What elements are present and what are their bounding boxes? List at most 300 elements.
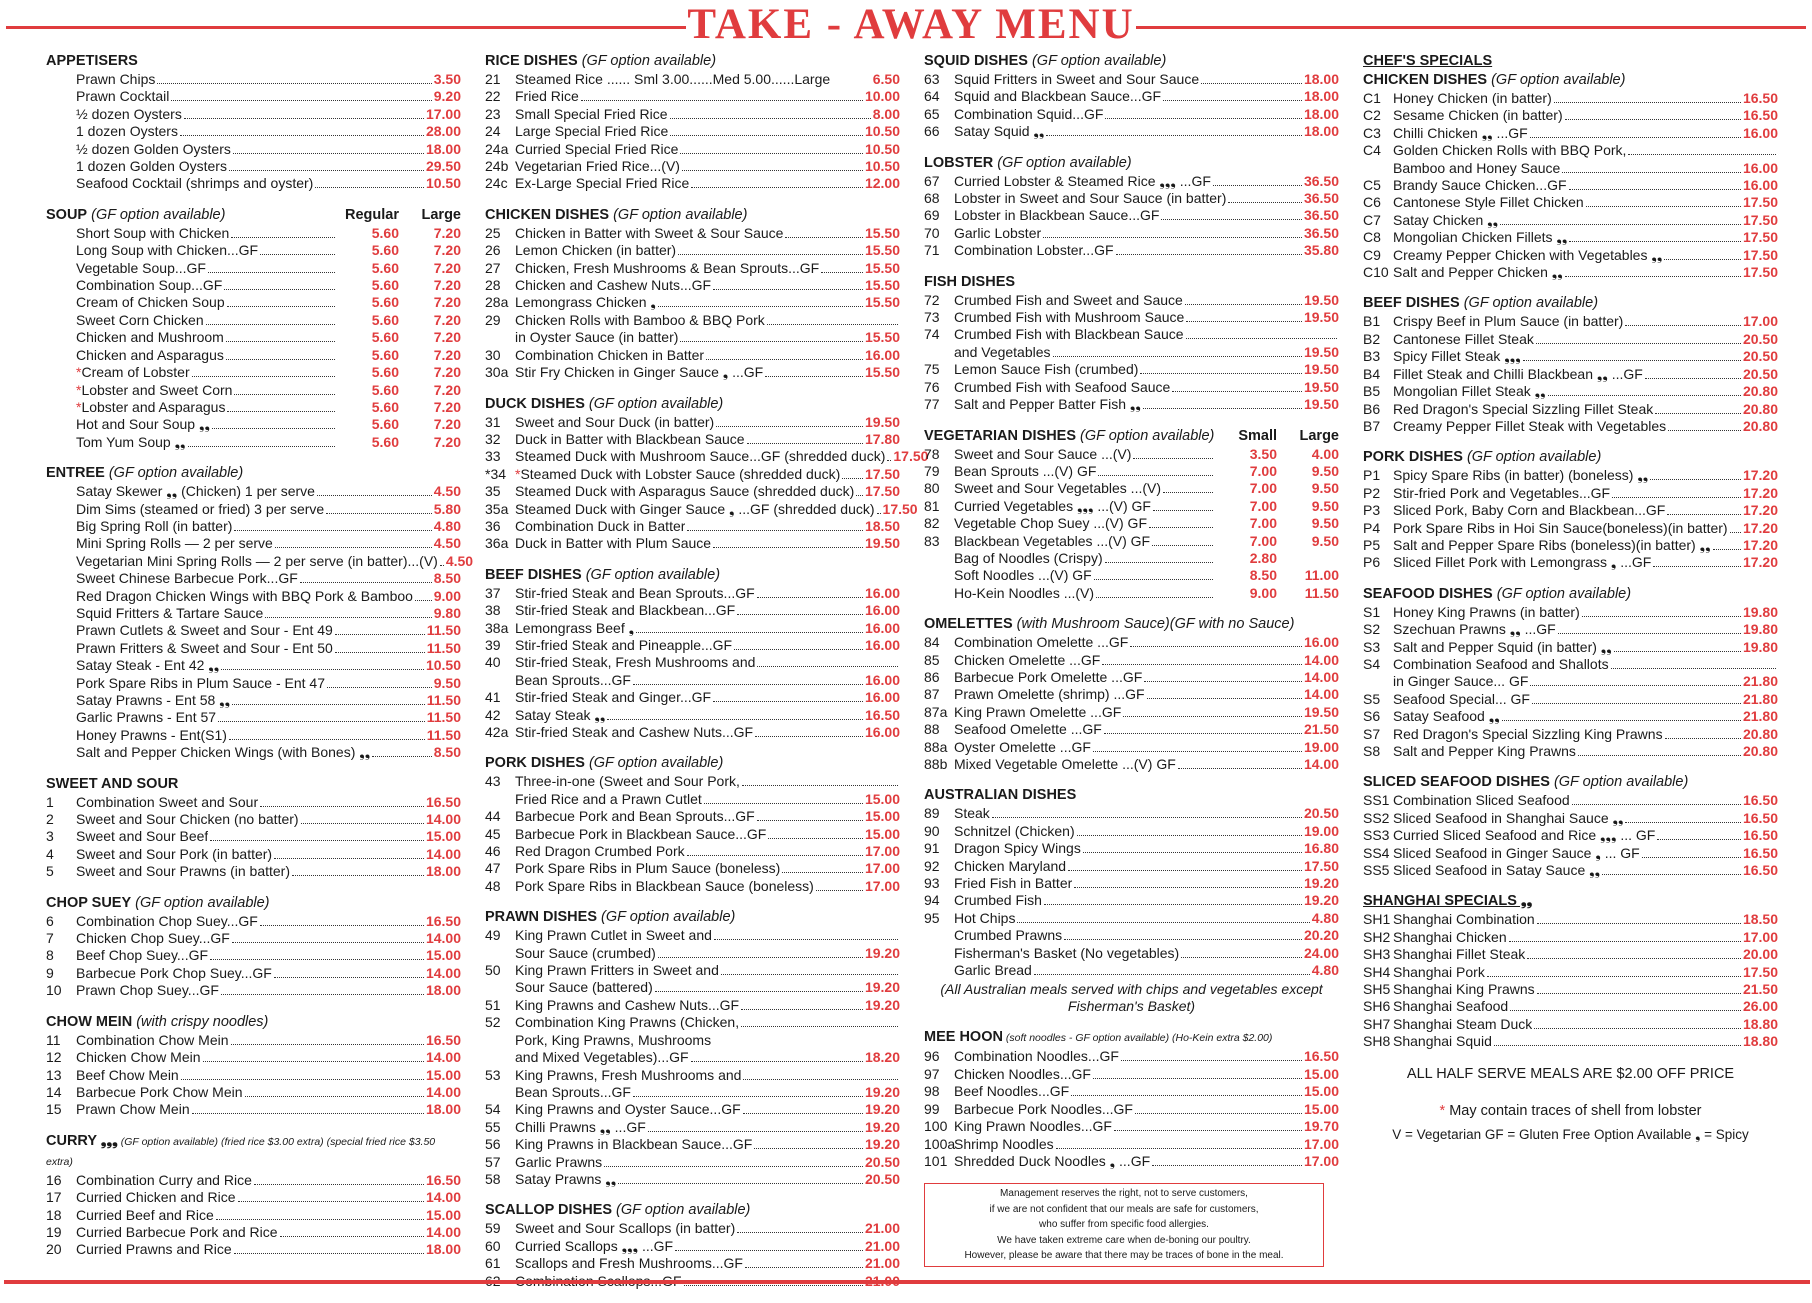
item-number: 35 xyxy=(485,483,501,500)
section-title: SHANGHAI SPECIALS ❟❟ xyxy=(1363,893,1533,910)
menu-section xyxy=(1363,294,1778,435)
menu-section xyxy=(1363,585,1778,761)
section-title: SOUP xyxy=(46,206,88,223)
item-price: 17.20 xyxy=(1742,502,1778,519)
menu-item xyxy=(46,965,461,982)
item-number: C2 xyxy=(1363,107,1381,124)
item-price: 9.80 xyxy=(433,604,461,621)
dot-leader xyxy=(327,687,432,688)
item-name: Combination Duck in Batter xyxy=(515,517,686,534)
item-name: Curried Lobster & Steamed Rice ❟❟❟ ...GF xyxy=(954,172,1211,189)
item-name: King Prawn Cutlet in Sweet and xyxy=(515,927,712,944)
item-number: 91 xyxy=(924,840,940,857)
menu-item xyxy=(485,518,900,535)
item-price: 17.00 xyxy=(425,105,461,122)
section-title: CHICKEN DISHES xyxy=(485,206,610,223)
menu-section xyxy=(1363,773,1778,879)
item-number: 70 xyxy=(924,224,940,241)
item-price: 21.80 xyxy=(1742,673,1778,690)
item-name: Pork Spare Ribs in Plum Sauce - Ent 47 xyxy=(76,674,326,691)
item-number: B7 xyxy=(1363,417,1381,434)
menu-item xyxy=(1363,520,1778,537)
item-price: 11.50 xyxy=(426,622,461,639)
item-name: Curried Vegetables ❟❟❟ ...(V) GF xyxy=(954,497,1151,514)
menu-item-continued xyxy=(485,1084,900,1101)
item-name: Seafood Special... GF xyxy=(1393,690,1530,707)
section-subtitle: (GF option available) xyxy=(87,206,226,223)
item-price: 17.50 xyxy=(1303,857,1339,874)
allergen-star: * xyxy=(1439,1102,1446,1119)
item-name: Satay Squid ❟❟ xyxy=(954,123,1045,140)
item-price: 17.50 xyxy=(1742,246,1778,263)
menu-item xyxy=(1363,229,1778,246)
item-price: 17.50 xyxy=(1742,229,1778,246)
dot-leader xyxy=(1534,1028,1741,1029)
dot-leader xyxy=(335,634,425,635)
dot-leader xyxy=(1123,716,1302,717)
section-heading xyxy=(924,1028,1339,1048)
dot-leader xyxy=(1044,904,1302,905)
dot-leader xyxy=(1104,733,1302,734)
item-price xyxy=(1215,498,1339,515)
item-price: 20.50 xyxy=(1303,805,1339,822)
menu-section xyxy=(924,273,1339,414)
notice-line: if we are not confident that our meals are safe for customers, xyxy=(989,1203,1259,1215)
dot-leader xyxy=(208,272,335,273)
menu-item xyxy=(924,242,1339,259)
dot-leader xyxy=(1530,685,1741,686)
price-small: 5.60 xyxy=(371,416,399,433)
menu-column-1 xyxy=(46,52,474,1272)
item-price: 17.50 xyxy=(1742,963,1778,980)
dot-leader xyxy=(274,858,424,859)
item-number: 42a xyxy=(485,724,509,740)
menu-item xyxy=(1363,194,1778,211)
menu-section xyxy=(485,52,900,193)
item-name: Chilli Chicken ❟❟ ...GF xyxy=(1393,124,1528,141)
item-price: 17.00 xyxy=(1742,928,1778,945)
item-price: 15.00 xyxy=(1303,1083,1339,1100)
section-heading xyxy=(924,615,1339,634)
item-number: 64 xyxy=(924,88,940,105)
item-number: 51 xyxy=(485,996,501,1013)
dot-leader xyxy=(1135,1113,1302,1114)
item-price: 21.50 xyxy=(1303,721,1339,738)
menu-item xyxy=(485,364,900,381)
item-number: SS1 xyxy=(1363,792,1390,809)
menu-item xyxy=(485,431,900,448)
item-name: Steamed Duck with Asparagus Sauce (shredded duck) xyxy=(515,483,855,500)
item-price xyxy=(337,364,461,381)
dot-leader xyxy=(1655,413,1741,414)
dot-leader xyxy=(1582,616,1741,617)
item-price: 19.20 xyxy=(864,979,900,996)
menu-section xyxy=(924,427,1339,603)
item-name: Beef Chop Suey...GF xyxy=(76,947,209,964)
management-notice xyxy=(924,1183,1324,1267)
menu-item xyxy=(924,567,1339,584)
section-subtitle: (GF option available) xyxy=(609,206,748,223)
menu-item xyxy=(924,106,1339,123)
menu-item-continued xyxy=(485,672,900,689)
lobster-warning-text: May contain traces of shell from lobster xyxy=(1445,1102,1702,1119)
menu-item xyxy=(1363,981,1778,998)
section-subtitle: (GF option available) xyxy=(1462,449,1602,466)
menu-item xyxy=(1363,247,1778,264)
item-number: 58 xyxy=(485,1170,501,1187)
dot-leader xyxy=(1121,1060,1302,1061)
menu-item xyxy=(924,585,1339,602)
item-price: 20.80 xyxy=(1742,400,1778,417)
dot-leader xyxy=(1565,276,1741,277)
item-number: 81 xyxy=(924,497,940,514)
item-name: Bag of Noodles (Crispy) xyxy=(954,549,1103,566)
menu-item xyxy=(485,585,900,602)
item-price: 17.00 xyxy=(864,860,900,877)
item-price: 16.00 xyxy=(864,619,900,636)
item-name: Barbecue Pork Omelette ...GF xyxy=(954,668,1143,685)
menu-item xyxy=(1363,743,1778,760)
dot-leader xyxy=(1667,514,1741,515)
item-price: 15.00 xyxy=(864,790,900,807)
item-name: Steamed Rice ...... Sml 3.00......Med 5.00......Large xyxy=(515,71,831,87)
price-large: 7.20 xyxy=(433,398,461,415)
item-name: Vegetable Soup...GF xyxy=(76,259,206,276)
dot-leader xyxy=(678,254,863,255)
item-price: 10.50 xyxy=(425,657,461,674)
item-number: 75 xyxy=(924,361,940,378)
item-number: 18 xyxy=(46,1206,62,1223)
menu-item xyxy=(924,533,1339,550)
dot-leader xyxy=(1185,304,1302,305)
item-name-continued: Bean Sprouts...GF xyxy=(515,1083,631,1100)
section-heading xyxy=(485,1201,900,1220)
menu-item xyxy=(1363,383,1778,400)
dot-leader xyxy=(1074,887,1302,888)
menu-item xyxy=(46,175,461,192)
dot-leader xyxy=(1523,360,1741,361)
item-price: 16.00 xyxy=(1742,177,1778,194)
section-title: SWEET AND SOUR xyxy=(46,775,179,792)
dot-leader xyxy=(1152,1165,1302,1166)
item-price: 36.50 xyxy=(1303,207,1339,224)
menu-item xyxy=(485,466,900,483)
menu-item xyxy=(46,727,461,744)
dot-leader xyxy=(232,942,424,943)
menu-section xyxy=(46,1013,461,1119)
item-name: Garlic Bread xyxy=(954,962,1032,979)
menu-item xyxy=(924,686,1339,703)
item-name: Salt and Pepper Chicken ❟❟ xyxy=(1393,264,1563,281)
item-price: 9.20 xyxy=(433,88,461,105)
section-subtitle: (with crispy noodles) xyxy=(132,1013,269,1030)
item-name: Satay Prawns ❟❟ xyxy=(515,1170,617,1187)
dot-leader xyxy=(1163,100,1302,101)
item-name: Combination Lobster...GF xyxy=(954,242,1114,259)
menu-item xyxy=(924,225,1339,242)
menu-item xyxy=(485,260,900,277)
item-name: Lemongrass Beef ❟ xyxy=(515,619,635,636)
item-number: 5 xyxy=(46,863,54,880)
menu-item xyxy=(924,498,1339,515)
dot-leader xyxy=(1612,497,1741,498)
section-heading xyxy=(1363,71,1778,90)
menu-item xyxy=(924,515,1339,532)
menu-item xyxy=(1363,401,1778,418)
item-price xyxy=(337,242,461,259)
item-price: 16.50 xyxy=(425,1171,461,1188)
section-subtitle: (GF option available) xyxy=(584,395,724,412)
menu-section xyxy=(485,566,900,742)
menu-item xyxy=(924,190,1339,207)
menu-item xyxy=(1363,467,1778,484)
menu-item xyxy=(485,843,900,860)
item-price xyxy=(1215,463,1339,480)
item-name: Vegetarian Mini Spring Rolls — 2 per serve (in batter)...(V) xyxy=(76,552,438,569)
dot-leader xyxy=(181,1079,424,1080)
item-number: 36 xyxy=(485,517,501,534)
menu-item xyxy=(485,1220,900,1237)
item-name: *Steamed Duck with Lobster Sauce (shredded duck) xyxy=(515,465,841,482)
item-number: 83 xyxy=(924,532,940,549)
dot-leader xyxy=(1163,492,1213,493)
item-name: Cantonese Style Fillet Chicken xyxy=(1393,194,1584,211)
menu-item xyxy=(1363,862,1778,879)
item-price: 15.00 xyxy=(1303,1065,1339,1082)
dot-leader xyxy=(1083,852,1302,853)
item-name: Satay Skewer ❟❟ (Chicken) 1 per serve xyxy=(76,483,315,500)
item-number: 17 xyxy=(46,1189,62,1206)
menu-item xyxy=(485,158,900,175)
dot-leader xyxy=(315,187,424,188)
menu-item xyxy=(46,1189,461,1206)
item-name: Large Special Fried Rice xyxy=(515,123,669,140)
dot-leader xyxy=(1565,119,1741,120)
dot-leader xyxy=(231,1044,424,1045)
item-number: 82 xyxy=(924,515,940,532)
item-number: 37 xyxy=(485,584,501,601)
item-price xyxy=(1215,515,1339,532)
item-price: 18.00 xyxy=(425,140,461,157)
dot-leader xyxy=(1133,458,1213,459)
item-price: 9.50 xyxy=(433,674,461,691)
item-price: 21.50 xyxy=(1742,981,1778,998)
item-name: Duck in Batter with Plum Sauce xyxy=(515,535,712,552)
item-name: Szechuan Prawns ❟❟ ...GF xyxy=(1393,621,1556,638)
item-price: 16.50 xyxy=(1742,107,1778,124)
price-large: 7.20 xyxy=(433,381,461,398)
item-price: 17.00 xyxy=(1303,1135,1339,1152)
section-subtitle: (GF option available) (fried rice $3.00 extra) (special fried rice $3.50 extra) xyxy=(46,1135,436,1168)
menu-section xyxy=(1363,448,1778,571)
menu-item xyxy=(46,434,461,451)
dot-leader xyxy=(1730,532,1741,533)
item-price: 14.00 xyxy=(425,1083,461,1100)
price-large: 9.50 xyxy=(1311,462,1339,479)
dot-leader xyxy=(210,959,424,960)
item-number: 48 xyxy=(485,877,501,894)
item-name: Big Spring Roll (in batter) xyxy=(76,517,233,534)
dot-leader xyxy=(238,1201,424,1202)
menu-item xyxy=(485,724,900,741)
section-subtitle: (GF option available) xyxy=(1027,53,1167,69)
item-number: 88 xyxy=(924,721,940,738)
dot-leader xyxy=(203,1061,424,1062)
section-title: LOBSTER xyxy=(924,154,994,171)
item-number: 28 xyxy=(485,277,501,294)
item-name: Curried Scallops ❟❟❟ ...GF xyxy=(515,1237,674,1254)
item-price: 20.20 xyxy=(1303,927,1339,944)
item-price: 19.20 xyxy=(1303,892,1339,909)
item-price xyxy=(337,382,461,399)
price-large: 7.20 xyxy=(433,416,461,433)
menu-item xyxy=(1363,726,1778,743)
item-name: Mini Spring Rolls — 2 per serve xyxy=(76,535,273,552)
item-number: 57 xyxy=(485,1153,501,1170)
section-title: DUCK DISHES xyxy=(485,395,585,412)
item-number: SS2 xyxy=(1363,809,1390,826)
item-number: 12 xyxy=(46,1049,62,1066)
menu-item xyxy=(485,123,900,140)
item-price: 24.00 xyxy=(1303,944,1339,961)
dot-leader xyxy=(734,649,863,650)
dot-leader xyxy=(691,187,863,188)
section-heading xyxy=(1363,892,1778,911)
notice-line: We have taken extreme care when de-boning our poultry. xyxy=(997,1234,1251,1246)
section-heading xyxy=(924,273,1339,292)
item-price: 17.50 xyxy=(1742,194,1778,211)
section-heading xyxy=(485,908,900,927)
item-price: 19.80 xyxy=(1742,621,1778,638)
dot-leader xyxy=(670,118,871,119)
dot-leader xyxy=(1056,1148,1302,1149)
item-name: Prawn Fritters & Sweet and Sour - Ent 50 xyxy=(76,639,333,656)
section-subtitle: (GF option available) xyxy=(581,566,721,583)
menu-section xyxy=(924,52,1339,141)
dot-leader xyxy=(335,652,425,653)
item-number: P1 xyxy=(1363,467,1381,484)
item-number: 36a xyxy=(485,535,509,552)
item-name: Stir Fry Chicken in Ginger Sauce ❟ ...GF xyxy=(515,364,764,381)
menu-item xyxy=(46,828,461,845)
menu-item xyxy=(1363,142,1778,159)
item-name: ½ dozen Oysters xyxy=(76,105,182,122)
dot-leader xyxy=(1537,993,1741,994)
item-price: 19.50 xyxy=(1303,703,1339,720)
item-name: Prawn Chips xyxy=(76,71,156,87)
item-price: 16.00 xyxy=(864,346,900,363)
price-column-headers xyxy=(337,206,461,225)
menu-item xyxy=(46,483,461,500)
menu-item xyxy=(46,640,461,657)
menu-section xyxy=(924,154,1339,260)
price-large: 9.50 xyxy=(1311,515,1339,532)
section-title: MEE HOON xyxy=(924,1029,1003,1046)
dot-leader xyxy=(768,838,863,839)
item-name: Stir-fried Steak and Bean Sprouts...GF xyxy=(515,584,755,601)
price-small: 5.60 xyxy=(371,259,399,276)
dot-leader xyxy=(1034,974,1310,975)
menu-item xyxy=(46,88,461,105)
menu-item xyxy=(46,1101,461,1118)
item-number: B1 xyxy=(1363,313,1381,330)
legend: V = Vegetarian GF = Gluten Free Option Available ❟ = Spicy xyxy=(1392,1126,1749,1142)
item-number: 46 xyxy=(485,843,501,860)
section-heading xyxy=(1363,448,1778,467)
menu-item xyxy=(46,846,461,863)
item-price: 18.00 xyxy=(1303,105,1339,122)
item-price: 12.00 xyxy=(864,175,900,192)
dot-leader xyxy=(1147,698,1302,699)
section-subtitle: (GF option available) xyxy=(584,755,724,772)
menu-item xyxy=(485,483,900,500)
item-number: 93 xyxy=(924,875,940,892)
price-small: 7.00 xyxy=(1249,480,1277,497)
dot-leader xyxy=(680,341,863,342)
item-number: 101 xyxy=(924,1152,948,1169)
item-price: 16.00 xyxy=(864,671,900,688)
menu-item xyxy=(924,669,1339,686)
item-number: SH8 xyxy=(1363,1033,1391,1050)
dot-leader xyxy=(1611,668,1776,669)
dot-leader xyxy=(1668,430,1741,431)
item-price: 5.80 xyxy=(433,500,461,517)
item-number: 95 xyxy=(924,909,940,926)
dot-leader xyxy=(1140,373,1302,374)
item-price: 10.50 xyxy=(425,175,461,192)
menu-item xyxy=(1363,331,1778,348)
dot-leader xyxy=(216,1219,424,1220)
notice-line: Management reserves the right, not to serve customers, xyxy=(1000,1188,1248,1200)
menu-item xyxy=(1363,708,1778,725)
item-number: 14 xyxy=(46,1083,62,1100)
menu-item xyxy=(924,805,1339,822)
item-number: SH3 xyxy=(1363,946,1391,963)
section-title: FISH DISHES xyxy=(924,273,1016,290)
item-name: Barbecue Pork Chop Suey...GF xyxy=(76,964,272,981)
item-name: Seafood Cocktail (shrimps and oyster) xyxy=(76,175,314,192)
dot-leader xyxy=(782,872,863,873)
item-name: King Prawns and Oyster Sauce...GF xyxy=(515,1101,741,1118)
menu-item xyxy=(924,71,1339,88)
item-name: Squid Fritters & Tartare Sauce xyxy=(76,604,264,621)
menu-item xyxy=(46,744,461,761)
item-price: 20.80 xyxy=(1742,725,1778,742)
dot-leader xyxy=(1494,1045,1741,1046)
menu-item xyxy=(46,982,461,999)
section-title: RICE DISHES xyxy=(485,53,578,69)
menu-section xyxy=(1363,52,1778,71)
item-number: S3 xyxy=(1363,638,1381,655)
section-heading xyxy=(1363,294,1778,313)
item-price: 14.00 xyxy=(1303,756,1339,772)
item-price: 19.50 xyxy=(1303,361,1339,378)
dot-leader xyxy=(440,565,444,566)
item-name: Chicken Chop Suey...GF xyxy=(76,930,230,947)
item-number: 67 xyxy=(924,172,940,189)
item-price: 19.50 xyxy=(1303,291,1339,308)
item-price xyxy=(337,225,461,242)
item-price: 20.50 xyxy=(864,1170,900,1187)
menu-item xyxy=(924,361,1339,378)
item-price: 15.50 xyxy=(864,277,900,294)
item-price xyxy=(337,434,461,451)
item-price: 19.00 xyxy=(1303,822,1339,839)
menu-item xyxy=(485,312,900,329)
item-name: Long Soup with Chicken...GF xyxy=(76,242,259,259)
item-price: 16.00 xyxy=(864,689,900,706)
menu-section xyxy=(924,786,1339,1015)
